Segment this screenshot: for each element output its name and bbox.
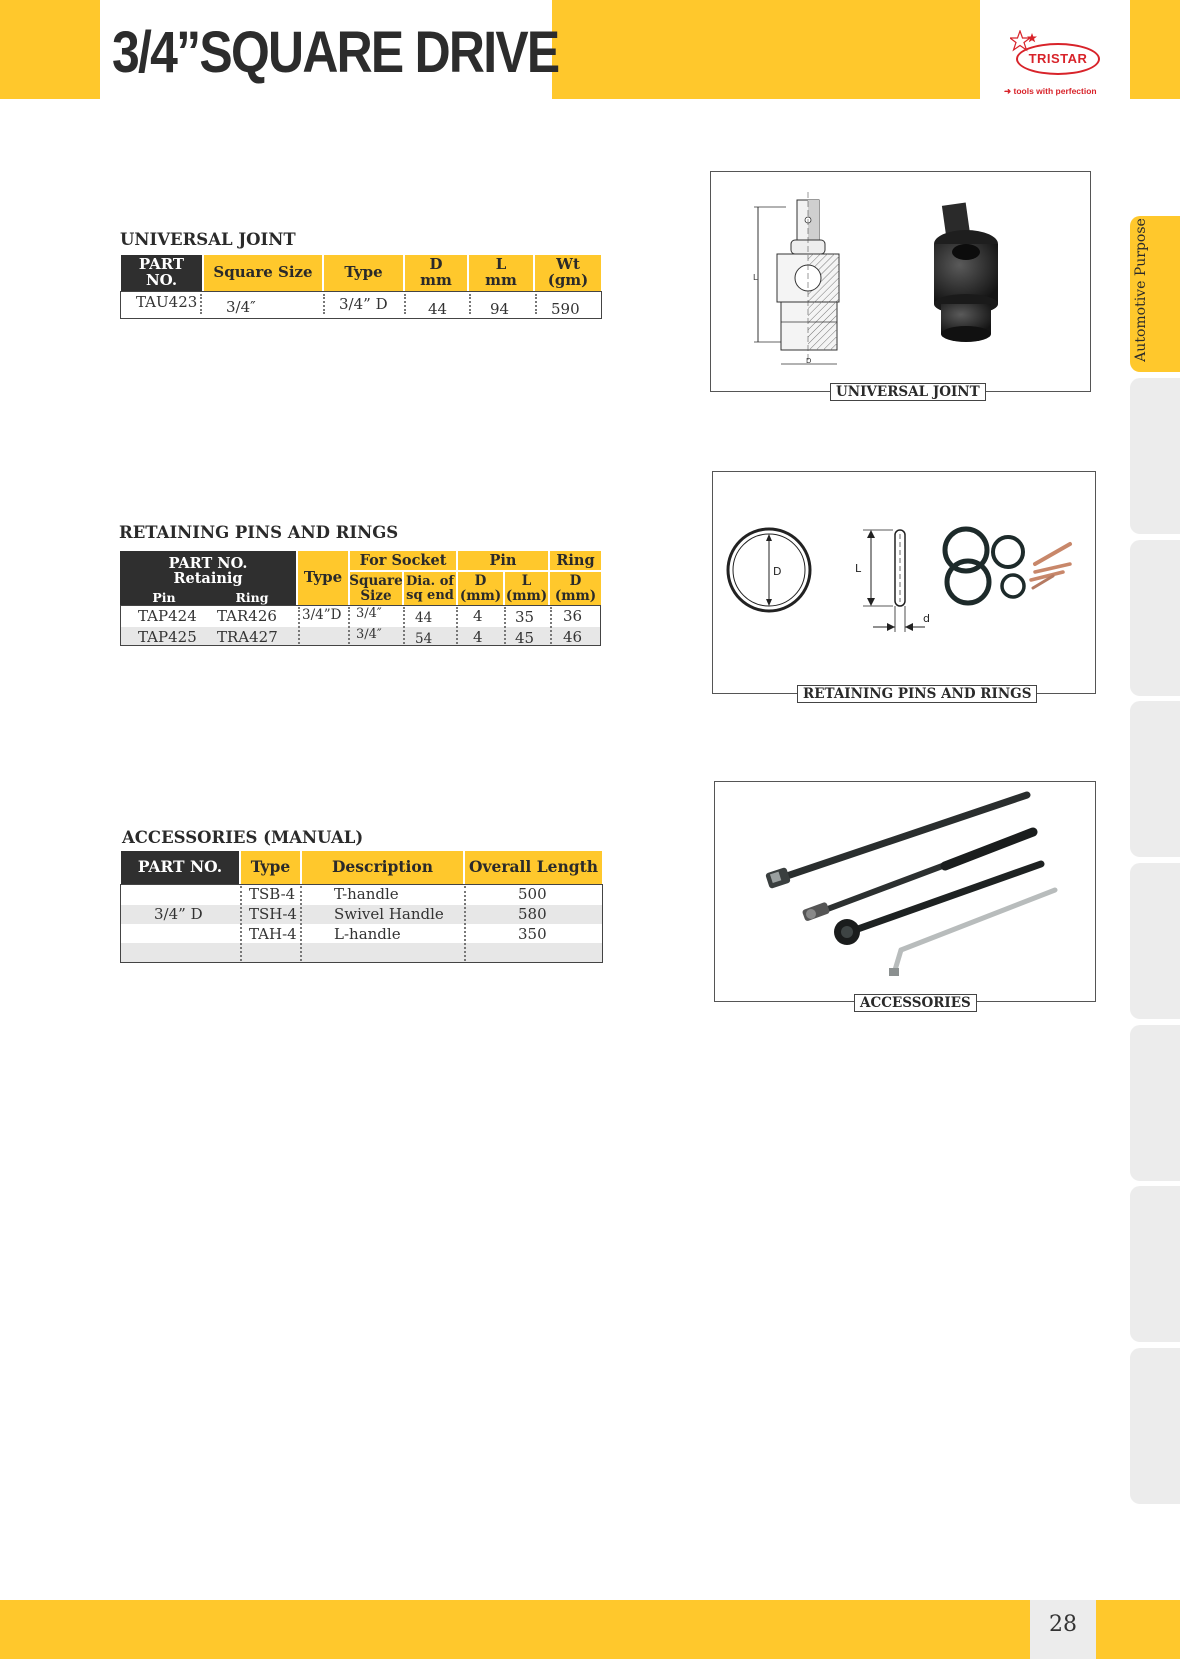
column-divider <box>535 294 537 314</box>
column-divider <box>404 294 406 314</box>
col-header-ring-d: D (mm) <box>550 572 601 605</box>
col-header-description: Description <box>302 851 463 884</box>
cell-d: 44 <box>428 300 448 318</box>
column-divider <box>464 886 466 961</box>
column-divider <box>323 294 325 314</box>
cell-dia: 54 <box>415 631 433 647</box>
cell-pin-d: 4 <box>473 628 483 646</box>
universal-joint-drawing <box>711 172 1090 391</box>
cell-ring: TRA427 <box>217 628 278 646</box>
section-title-retaining-pins-rings: RETAINING PINS AND RINGS <box>119 523 399 542</box>
sidebar-tab[interactable] <box>1130 1348 1180 1504</box>
label-l: L <box>855 562 862 575</box>
cell-description: Swivel Handle <box>334 905 444 923</box>
arrow-icon: ➜ <box>1004 86 1012 96</box>
column-divider <box>550 607 552 644</box>
cell-ring: TAR426 <box>217 607 277 625</box>
sidebar-tab[interactable] <box>1130 540 1180 696</box>
section-title-universal-joint: UNIVERSAL JOINT <box>120 230 296 249</box>
column-divider <box>240 886 242 961</box>
label-d-small: d <box>923 612 930 625</box>
col-header-pin-l: L (mm) <box>505 573 548 604</box>
col-header-type: Type <box>241 851 300 884</box>
caption-retaining-pins-rings: RETAINING PINS AND RINGS <box>797 685 1037 703</box>
cell-description: T-handle <box>334 885 399 903</box>
tab-automotive-purpose-label: Automotive Purpose <box>1133 218 1149 362</box>
accessories-photo <box>715 782 1095 1001</box>
svg-text:D: D <box>806 357 812 365</box>
cell-length: 580 <box>518 905 547 923</box>
col-header-pin-d: D (mm) <box>459 573 502 604</box>
cell-ring-d: 46 <box>563 628 583 646</box>
col-header-pin-group: Pin <box>458 551 548 570</box>
cell-pin-l: 35 <box>515 608 535 626</box>
cell-dia: 44 <box>415 610 433 626</box>
sidebar-tab[interactable] <box>1130 863 1180 1019</box>
column-divider <box>200 294 202 314</box>
col-header-overall-length: Overall Length <box>465 851 602 884</box>
cell-part-no: TAU423 <box>136 293 198 311</box>
column-divider <box>300 886 302 961</box>
cell-square: 3/4″ <box>356 606 382 621</box>
column-divider <box>403 607 405 644</box>
retaining-pins-image-box <box>712 471 1096 694</box>
column-divider <box>456 607 458 644</box>
brand-tagline-text: tools with perfection <box>1013 86 1097 96</box>
caption-universal-joint: UNIVERSAL JOINT <box>830 383 986 401</box>
sidebar-tab[interactable] <box>1130 1025 1180 1181</box>
cell-square: 3/4″ <box>356 627 382 642</box>
col-header-part-no: PART NO. <box>121 851 239 884</box>
accessories-image-box <box>714 781 1096 1002</box>
col-header-dia-sq-end: Dia. of sq end <box>404 572 456 605</box>
cell-type: 3/4” D <box>339 295 388 313</box>
cell-l: 94 <box>490 300 510 318</box>
cell-length: 500 <box>518 885 547 903</box>
cell-part-no: 3/4” D <box>154 905 203 923</box>
cell-type: TSB-4 <box>249 885 296 903</box>
caption-accessories: ACCESSORIES <box>854 994 977 1012</box>
universal-joint-image-box <box>710 171 1091 392</box>
column-divider <box>504 607 506 644</box>
cell-pin: TAP424 <box>138 607 197 625</box>
cell-pin-l: 45 <box>515 629 535 647</box>
label-d-big: D <box>773 565 782 578</box>
col-header-square-size: Square Size <box>204 255 322 291</box>
col-header-ring: Ring <box>208 591 296 605</box>
table-row-shade <box>121 943 602 962</box>
cell-type: TSH-4 <box>249 905 297 923</box>
column-divider <box>348 607 350 644</box>
cell-wt: 590 <box>551 300 580 318</box>
col-header-type: Type <box>298 551 348 605</box>
column-divider <box>469 294 471 314</box>
sidebar-tab[interactable] <box>1130 378 1180 534</box>
sidebar-tab[interactable] <box>1130 1186 1180 1342</box>
cell-pin-d: 4 <box>473 607 483 625</box>
page-title: 3/4”SQUARE DRIVE <box>112 20 559 85</box>
col-header-square-size: Square Size <box>349 573 403 604</box>
retaining-pins-drawing <box>713 472 1095 693</box>
col-header-for-socket: For Socket <box>350 551 456 570</box>
cell-square-size: 3/4″ <box>226 298 256 316</box>
footer-band <box>0 1600 1180 1659</box>
cell-type: TAH-4 <box>249 925 297 943</box>
brand-name: TRISTAR <box>1028 51 1088 66</box>
section-title-accessories: ACCESSORIES (MANUAL) <box>122 828 364 847</box>
cell-pin: TAP425 <box>138 628 197 646</box>
svg-text:L: L <box>753 273 758 282</box>
cell-ring-d: 36 <box>563 607 583 625</box>
col-header-pin: Pin <box>120 591 208 605</box>
col-header-l: L mm <box>469 255 533 291</box>
col-header-d: D mm <box>405 255 467 291</box>
col-header-wt: Wt (gm) <box>535 255 601 291</box>
page-number: 28 <box>1049 1612 1077 1637</box>
brand-tagline <box>1004 86 1097 97</box>
col-header-type: Type <box>324 255 403 291</box>
col-header-ring-group: Ring <box>550 551 601 570</box>
col-header-part-no: PART NO. Retainig <box>120 551 296 591</box>
cell-length: 350 <box>518 925 547 943</box>
col-header-part-no: PART NO. <box>121 255 202 291</box>
cell-type: 3/4”D <box>302 607 342 623</box>
column-divider <box>298 607 300 644</box>
cell-description: L-handle <box>334 925 401 943</box>
sidebar-tab[interactable] <box>1130 701 1180 857</box>
